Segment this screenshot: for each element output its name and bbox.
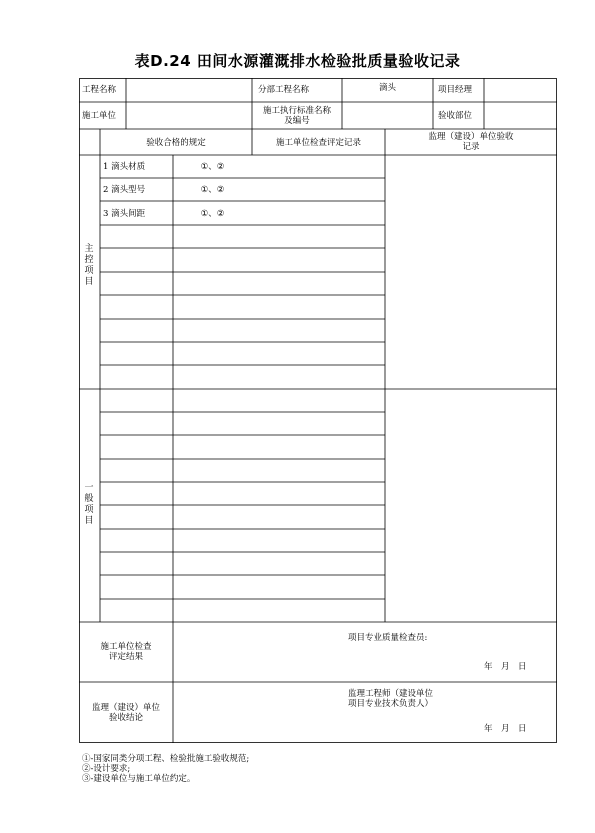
standard-label-line2: 及编号 — [284, 116, 310, 126]
main-item-1-spec: ①、② — [200, 162, 225, 172]
supervision-column-header-line1: 监理（建设）单位验收 — [428, 132, 514, 142]
page-title: 表D.24 田间水源灌溉排水检验批质量验收记录 — [134, 52, 461, 70]
supervision-date: 年 月 日 — [484, 724, 527, 734]
manager-label: 项目经理 — [438, 85, 473, 95]
subproject-label: 分部工程名称 — [258, 85, 310, 95]
footnotes — [82, 754, 249, 784]
main-item-2-spec: ①、② — [200, 185, 225, 195]
footnote-1: ①-国家同类分项工程、检验批施工验收规范; — [82, 754, 250, 764]
inspection-date: 年 月 日 — [484, 662, 527, 672]
inspection-label-line1: 施工单位检查 — [100, 642, 152, 652]
supervision-label-line1: 监理（建设）单位 — [91, 703, 160, 713]
location-label: 验收部位 — [438, 111, 473, 121]
main-item-1-name: 1 滴头材质 — [103, 162, 146, 172]
supervision-label-line2: 验收结论 — [108, 713, 143, 723]
check-record-column-header: 施工单位检查评定记录 — [275, 138, 361, 148]
supervision-engineer-line1: 监理工程师（建设单位 — [348, 689, 434, 699]
standard-label-line1: 施工执行标准名称 — [262, 106, 331, 116]
main-item-3-spec: ①、② — [200, 209, 225, 219]
main-item-2-name: 2 滴头型号 — [103, 185, 146, 195]
supervision-engineer-line2: 项目专业技术负责人） — [348, 699, 434, 709]
inspection-form — [79, 78, 557, 743]
main-items-label: 主控项目 — [84, 244, 94, 287]
footnote-3: ③-建设单位与施工单位约定。 — [82, 774, 196, 784]
construction-unit-label: 施工单位 — [82, 111, 117, 121]
main-item-3-name: 3 滴头间距 — [103, 209, 146, 219]
inspection-label-line2: 评定结果 — [108, 652, 143, 662]
footnote-2: ②-设计要求; — [82, 764, 131, 774]
spec-column-header: 验收合格的规定 — [146, 138, 206, 148]
supervision-column-header-line2: 记录 — [462, 142, 480, 152]
project-name-label: 工程名称 — [82, 85, 117, 95]
quality-inspector-label: 项目专业质量检查员: — [348, 633, 428, 643]
subproject-field[interactable]: 滴头 — [378, 83, 396, 93]
general-items-label: 一般项目 — [84, 483, 94, 526]
